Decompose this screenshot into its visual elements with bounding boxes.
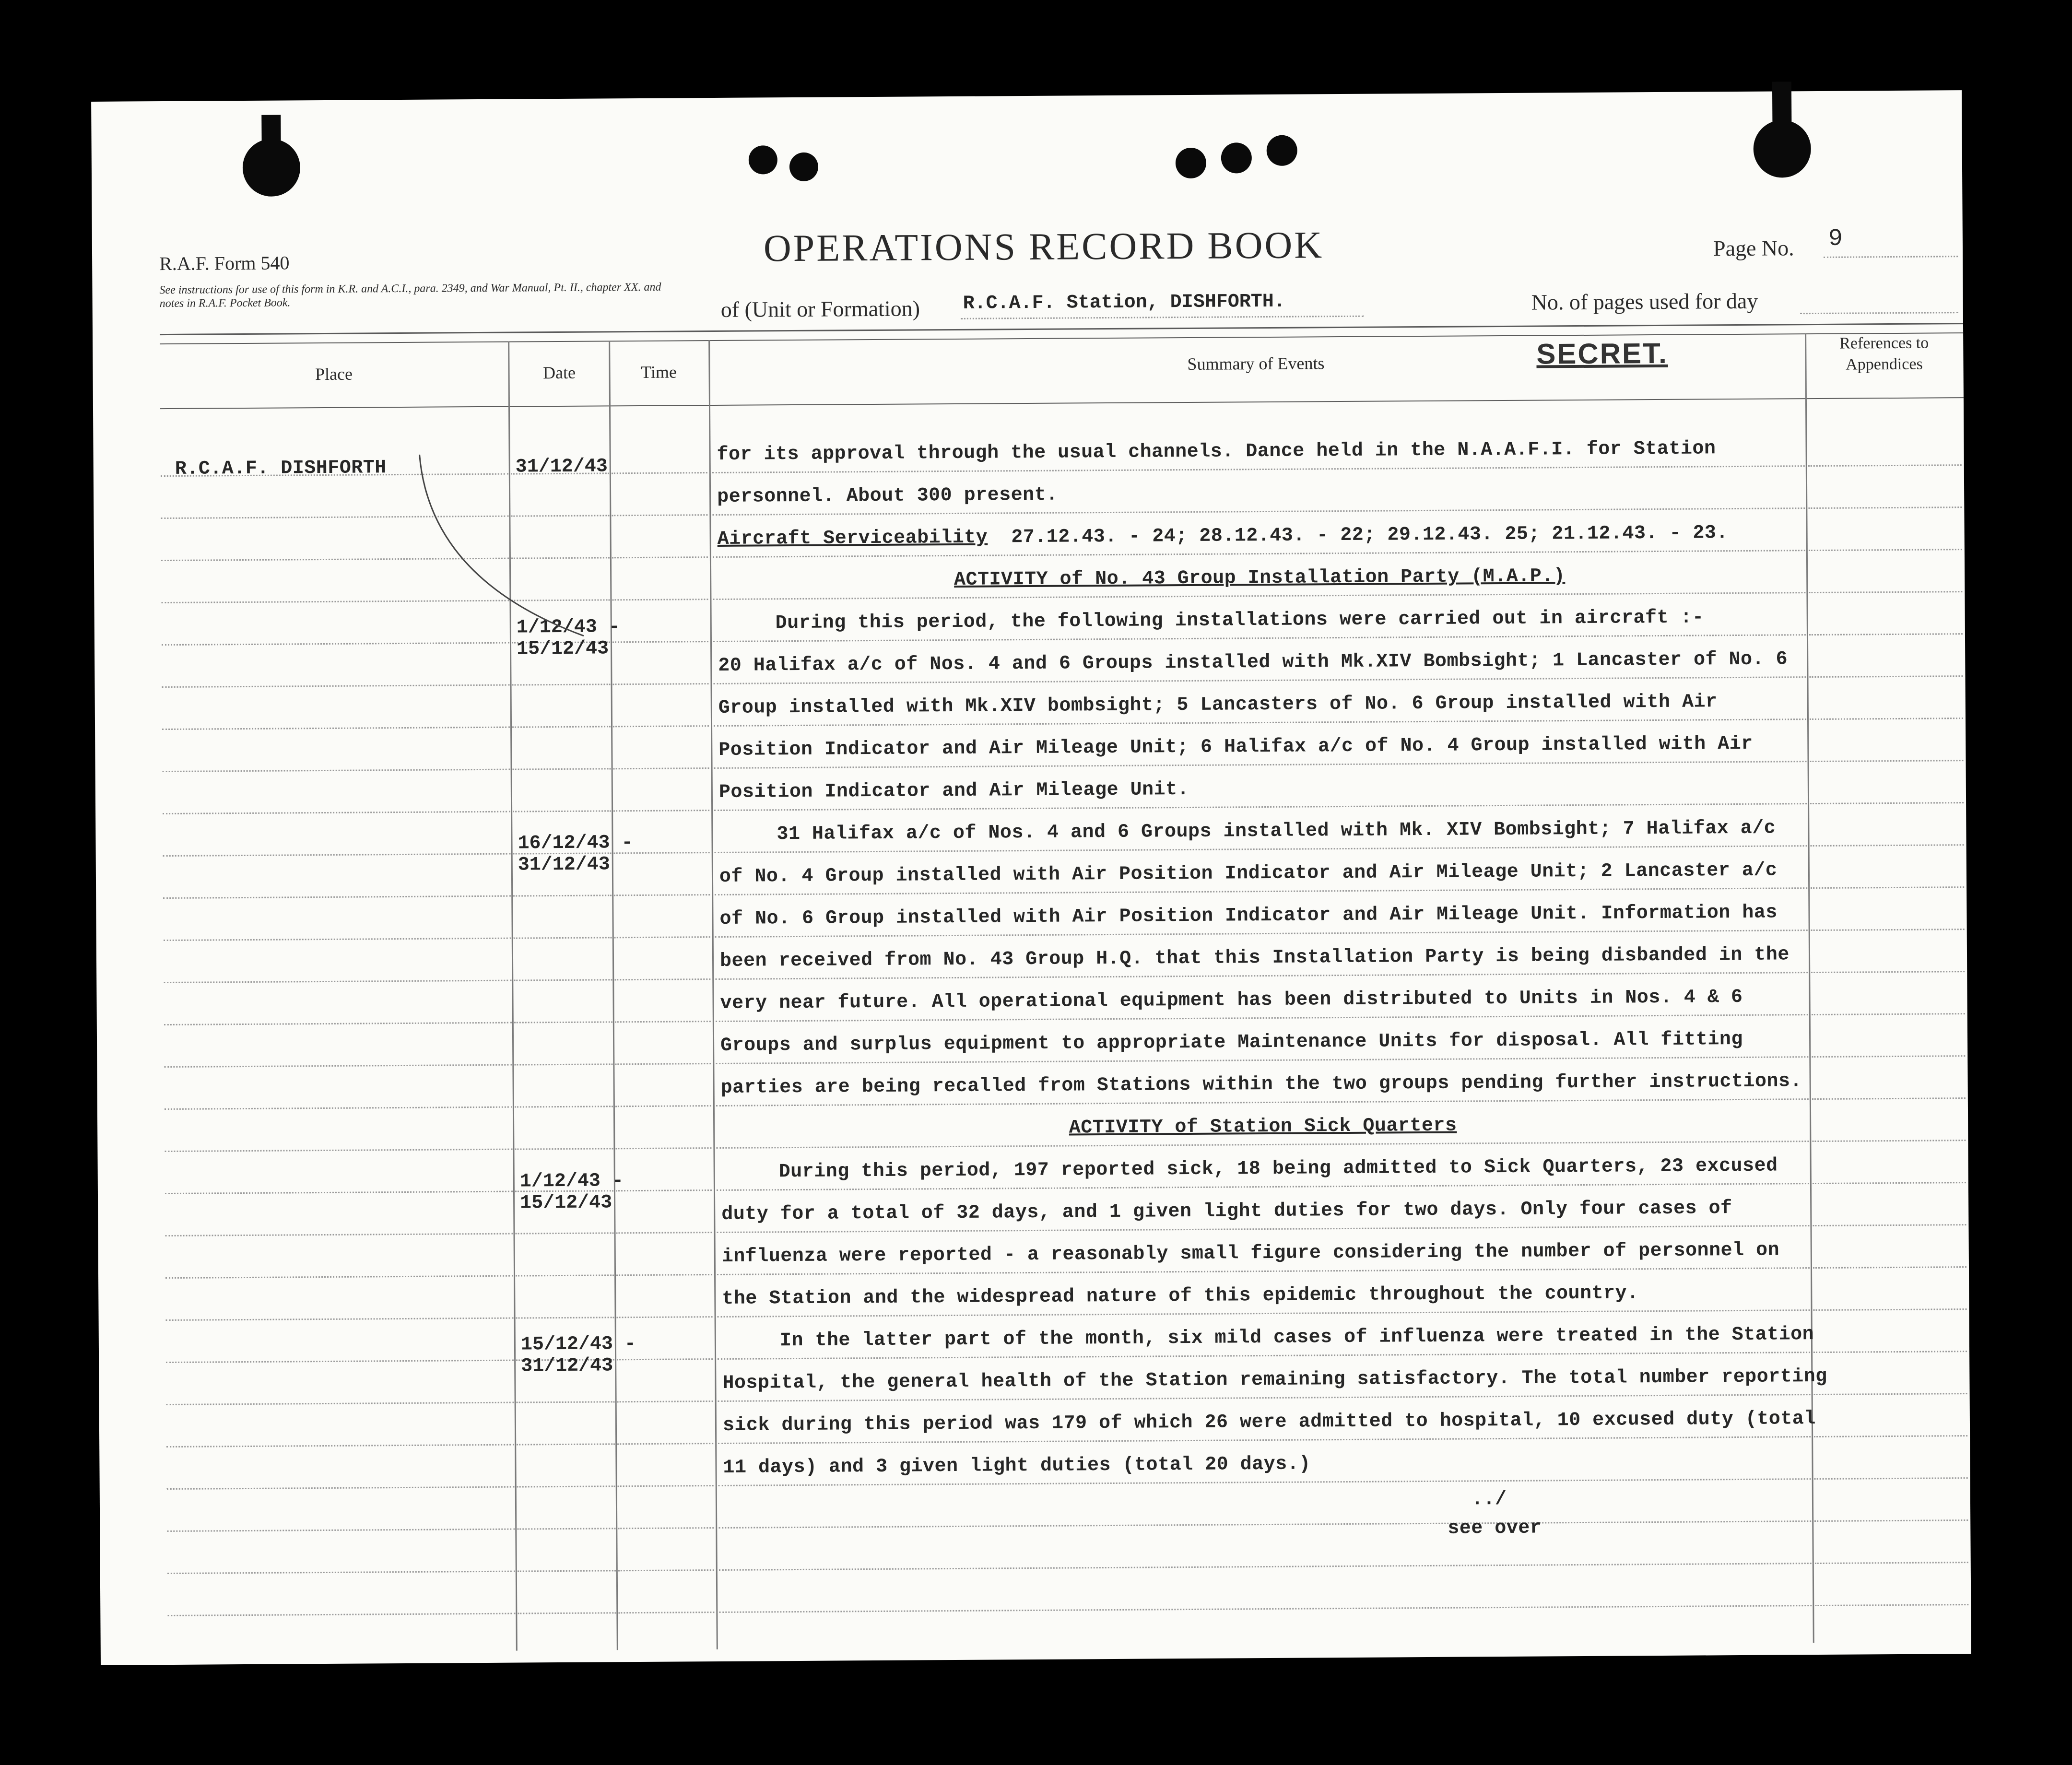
ruled-line: [613, 683, 709, 685]
summary-line: 20 Halifax a/c of Nos. 4 and 6 Groups installed with Mk.XIV Bombsight; 1 Lancaster of No. 6: [718, 648, 1788, 677]
ruled-line: [612, 599, 708, 600]
ruled-line: [614, 936, 710, 938]
date-entry: 1/12/43 -: [516, 616, 620, 639]
header-rule-bottom: [160, 397, 1964, 409]
date-entry: 16/12/43 -: [518, 832, 633, 855]
summary-line: During this period, 197 reported sick, 18 being admitted to Sick Quarters, 23 excused: [778, 1155, 1778, 1183]
column-divider-summary: [1805, 333, 1814, 1643]
ruled-line: [715, 972, 1808, 980]
ruled-line: [518, 1612, 616, 1614]
ruled-line: [714, 761, 1807, 769]
ruled-line: [516, 1317, 614, 1318]
column-header-references: References to Appendices: [1839, 334, 1929, 374]
ruled-lines: [91, 90, 1962, 102]
ruled-line: [1810, 760, 1964, 762]
summary-line: During this period, the following installations were carried out in aircraft :-: [775, 607, 1704, 635]
punch-hole-1: [749, 145, 777, 174]
punch-hole-4: [1221, 142, 1252, 173]
ruled-line: [516, 1274, 614, 1276]
ruled-line: [1809, 675, 1963, 678]
date-entry: 15/12/43: [519, 1192, 612, 1214]
ruled-line: [1812, 1097, 1966, 1100]
summary-line: duty for a total of 32 days, and 1 given light duties for two days. Only four cases of: [721, 1198, 1732, 1225]
summary-line: of No. 4 Group installed with Air Position Indicator and Air Mileage Unit; 2 Lancaster a/c: [719, 859, 1778, 888]
ruled-line: [1813, 1351, 1967, 1353]
ruled-line: [514, 1021, 612, 1023]
header-rule-second: [160, 332, 1963, 344]
summary-line: of No. 6 Group installed with Air Position Indicator and Air Mileage Unit. Information has: [719, 902, 1778, 930]
ruled-line: [167, 1613, 515, 1616]
summary-line: the Station and the widespread nature of this epidemic throughout the country.: [722, 1283, 1639, 1310]
ruled-line: [512, 683, 611, 685]
ruled-line: [617, 1400, 713, 1402]
ruled-line: [166, 1402, 514, 1405]
ruled-line: [616, 1189, 712, 1191]
ruled-line: [167, 1486, 515, 1490]
ruled-line: [164, 1064, 512, 1068]
see-over-note: see over: [1448, 1517, 1542, 1540]
ruled-line: [1814, 1519, 1968, 1522]
ruled-line: [612, 514, 707, 516]
ruled-line: [1812, 1140, 1966, 1142]
ruled-line: [162, 684, 510, 688]
column-header-place: Place: [315, 364, 353, 384]
punch-hole-2: [789, 153, 818, 181]
ruled-line: [615, 1105, 711, 1107]
ruled-line: [517, 1443, 615, 1445]
ruled-line: [612, 641, 708, 643]
ruled-line: [717, 1225, 1809, 1233]
ruled-line: [517, 1528, 615, 1530]
ruled-line: [165, 1191, 513, 1194]
ruled-line: [718, 1520, 1811, 1529]
ruled-line: [515, 1106, 613, 1107]
ruled-line: [612, 556, 708, 558]
summary-line: personnel. About 300 present.: [717, 484, 1058, 508]
ruled-line: [719, 1605, 1812, 1613]
ruled-line: [718, 1309, 1810, 1318]
ruled-line: [618, 1485, 714, 1487]
header-rule-top: [160, 323, 1963, 335]
ruled-line: [614, 894, 710, 896]
ruled-line: [163, 853, 511, 857]
ruled-line: [1815, 1562, 1968, 1564]
ruled-line: [617, 1443, 713, 1445]
ruled-line: [1811, 971, 1965, 973]
ruled-line: [717, 1267, 1810, 1275]
ruled-line: [1808, 464, 1962, 467]
page-number-label: Page No.: [1713, 235, 1794, 261]
ruled-line: [513, 768, 611, 770]
ruled-line: [714, 803, 1807, 811]
pencil-mark: [400, 453, 603, 647]
summary-line: 11 days) and 3 given light duties (total 20 days.): [723, 1453, 1311, 1479]
date-entry: 15/12/43: [516, 638, 609, 660]
ruled-line: [166, 1360, 514, 1363]
binder-hole-left: [243, 139, 301, 197]
summary-line: Position Indicator and Air Mileage Unit.: [718, 778, 1189, 803]
summary-line: for its approval through the usual channels. Dance held in the N.A.A.F.I. for Station: [717, 438, 1716, 466]
ruled-line: [512, 726, 611, 728]
ruled-line: [1814, 1435, 1967, 1437]
ruled-line: [1809, 633, 1963, 635]
summary-line: influenza were reported - a reasonably small figure considering the number of personnel on: [721, 1239, 1780, 1268]
ruled-line: [613, 725, 709, 727]
ruled-line: [1811, 929, 1965, 931]
page-number-value: 9: [1828, 225, 1843, 253]
form-id: R.A.F. Form 540: [159, 252, 290, 275]
summary-line: Groups and surplus equipment to appropriate Maintenance Units for disposal. All fitting: [720, 1028, 1743, 1057]
pages-used-label: No. of pages used for day: [1531, 288, 1758, 315]
ruled-line: [718, 1436, 1811, 1444]
ruled-line: [1811, 886, 1964, 889]
column-header-time: Time: [641, 362, 677, 382]
ruled-line: [1812, 1055, 1965, 1058]
date-entry: 15/12/43 -: [520, 1333, 636, 1356]
ruled-line: [615, 1147, 711, 1149]
summary-line: Group installed with Mk.XIV bombsight; 5 Lancasters of No. 6 Group installed with Air: [718, 691, 1718, 719]
ruled-line: [1810, 802, 1964, 804]
ruled-line: [514, 979, 612, 981]
summary-line: sick during this period was 179 of which 26 were admitted to hospital, 10 excused duty (total: [722, 1408, 1816, 1436]
date-entry: 31/12/43: [518, 854, 610, 876]
ruled-line: [715, 930, 1808, 938]
ruled-line: [615, 1021, 711, 1023]
ruled-line: [1813, 1308, 1967, 1311]
ruled-line: [163, 895, 511, 899]
summary-line: In the latter part of the month, six mild cases of influenza were treated in the Station: [779, 1324, 1814, 1352]
ruled-line: [617, 1316, 713, 1318]
ruled-line: [715, 845, 1807, 853]
ruled-line: [613, 810, 709, 812]
ruled-line: [165, 1275, 513, 1279]
ruled-line: [716, 1014, 1808, 1022]
ruled-line: [615, 1063, 711, 1065]
ruled-line: [713, 592, 1805, 600]
binder-tab-right: [1772, 82, 1792, 125]
punch-hole-3: [1176, 148, 1206, 178]
summary-line: been received from No. 43 Group H.Q. that this Installation Party is being disbanded in the: [719, 944, 1790, 972]
ruled-line: [713, 634, 1806, 642]
unit-underline: [961, 316, 1364, 319]
aircraft-serviceability-heading: Aircraft Serviceability: [717, 527, 988, 550]
ruled-line: [1811, 844, 1964, 847]
column-divider-time: [708, 340, 718, 1649]
summary-line: parties are being recalled from Stations within the two groups pending further instructions.: [720, 1071, 1802, 1099]
unit-value: R.C.A.F. Station, DISHFORTH.: [963, 291, 1285, 315]
pages-used-underline: [1800, 312, 1958, 314]
ruled-line: [716, 1056, 1808, 1064]
aircraft-serviceability-figures: 27.12.43. - 24; 28.12.43. - 22; 29.12.43. 25; 21.12.43. - 23.: [1011, 522, 1729, 549]
ruled-line: [717, 1183, 1809, 1191]
ruled-line: [516, 1232, 614, 1234]
ruled-line: [1813, 1182, 1966, 1184]
ruled-line: [517, 1485, 615, 1487]
ruled-line: [1812, 1013, 1965, 1015]
section-heading: ACTIVITY of No. 43 Group Installation Party (M.A.P.): [954, 565, 1566, 591]
date-entry: 31/12/43: [515, 456, 608, 478]
ruled-line: [165, 1149, 512, 1152]
form-note: See instructions for use of this form in K.R. and A.C.I., para. 2349, and War Manual, Pt. II., chapter XX. and notes in R.A.F. Pocket Book.: [159, 281, 661, 310]
section-heading: ACTIVITY of Station Sick Quarters: [1069, 1115, 1457, 1139]
ruled-line: [1815, 1604, 1968, 1606]
ruled-line: [715, 887, 1807, 895]
ruled-line: [164, 1022, 512, 1025]
ruled-line: [618, 1569, 714, 1571]
summary-line: Hospital, the general health of the Station remaining satisfactory. The total number reporting: [722, 1365, 1827, 1394]
ruled-line: [1814, 1393, 1967, 1395]
ruled-line: [514, 937, 612, 939]
ruled-line: [613, 767, 709, 769]
summary-line: very near future. All operational equipment has been distributed to Units in Nos. 4 & 6: [720, 986, 1743, 1014]
ruled-line: [716, 1141, 1809, 1149]
ruled-line: [1809, 549, 1962, 551]
ruled-line: [164, 980, 511, 983]
ruled-line: [163, 811, 510, 814]
ruled-line: [165, 1233, 513, 1236]
summary-line: 31 Halifax a/c of Nos. 4 and 6 Groups installed with Mk. XIV Bombsight; 7 Halifax a/c: [777, 817, 1776, 846]
ruled-line: [162, 727, 510, 730]
ruled-line: [165, 1106, 512, 1110]
secret-stamp: SECRET.: [1536, 337, 1668, 370]
ruled-line: [618, 1527, 714, 1529]
date-entry: 1/12/43 -: [519, 1170, 624, 1193]
unit-label: of (Unit or Formation): [720, 296, 920, 322]
ruled-line: [718, 1478, 1811, 1486]
ruled-line: [616, 1232, 712, 1234]
ruled-line: [716, 1098, 1809, 1106]
binder-hole-right: [1753, 120, 1811, 178]
ruled-line: [513, 810, 611, 812]
ruled-line: [1813, 1224, 1966, 1226]
ruled-line: [714, 718, 1806, 727]
ruled-line: [713, 550, 1805, 558]
ruled-line: [163, 769, 510, 772]
ruled-line: [712, 507, 1805, 516]
ruled-line: [514, 1063, 612, 1065]
ruled-line: [612, 472, 707, 474]
continuation-mark: ../: [1471, 1488, 1507, 1511]
ruled-line: [167, 1571, 515, 1574]
page-title: OPERATIONS RECORD BOOK: [763, 224, 1324, 270]
ruled-line: [1810, 718, 1963, 720]
ruled-line: [719, 1563, 1812, 1571]
ruled-line: [1814, 1477, 1968, 1480]
summary-line: Position Indicator and Air Mileage Unit; 6 Halifax a/c of No. 4 Group installed with Air: [718, 733, 1753, 761]
ruled-line: [712, 465, 1805, 473]
ruled-line: [517, 1401, 615, 1403]
ruled-line: [1809, 591, 1962, 593]
record-sheet: [91, 90, 1971, 1665]
ruled-line: [617, 1358, 713, 1360]
ruled-line: [513, 894, 612, 896]
column-header-summary: Summary of Events: [1187, 353, 1325, 374]
date-entry: 31/12/43: [521, 1355, 613, 1377]
summary-line-aircraft: [718, 522, 1729, 550]
ruled-line: [1813, 1266, 1966, 1269]
column-divider-date: [609, 341, 618, 1650]
ruled-line: [718, 1352, 1810, 1360]
page-number-underline: [1824, 256, 1958, 258]
column-header-date: Date: [542, 363, 576, 383]
ruled-line: [616, 1274, 712, 1276]
ruled-line: [1808, 506, 1962, 509]
ruled-line: [515, 1148, 613, 1150]
ruled-line: [166, 1318, 514, 1321]
punch-hole-5: [1267, 135, 1297, 166]
ruled-line: [618, 1612, 714, 1613]
ruled-line: [166, 1444, 514, 1447]
ruled-line: [164, 938, 511, 941]
place-entry: R.C.A.F. DISHFORTH: [175, 457, 387, 480]
ruled-line: [614, 978, 710, 980]
ruled-line: [518, 1570, 616, 1572]
ruled-line: [714, 676, 1806, 684]
ruled-line: [718, 1394, 1811, 1402]
ruled-line: [167, 1529, 515, 1532]
